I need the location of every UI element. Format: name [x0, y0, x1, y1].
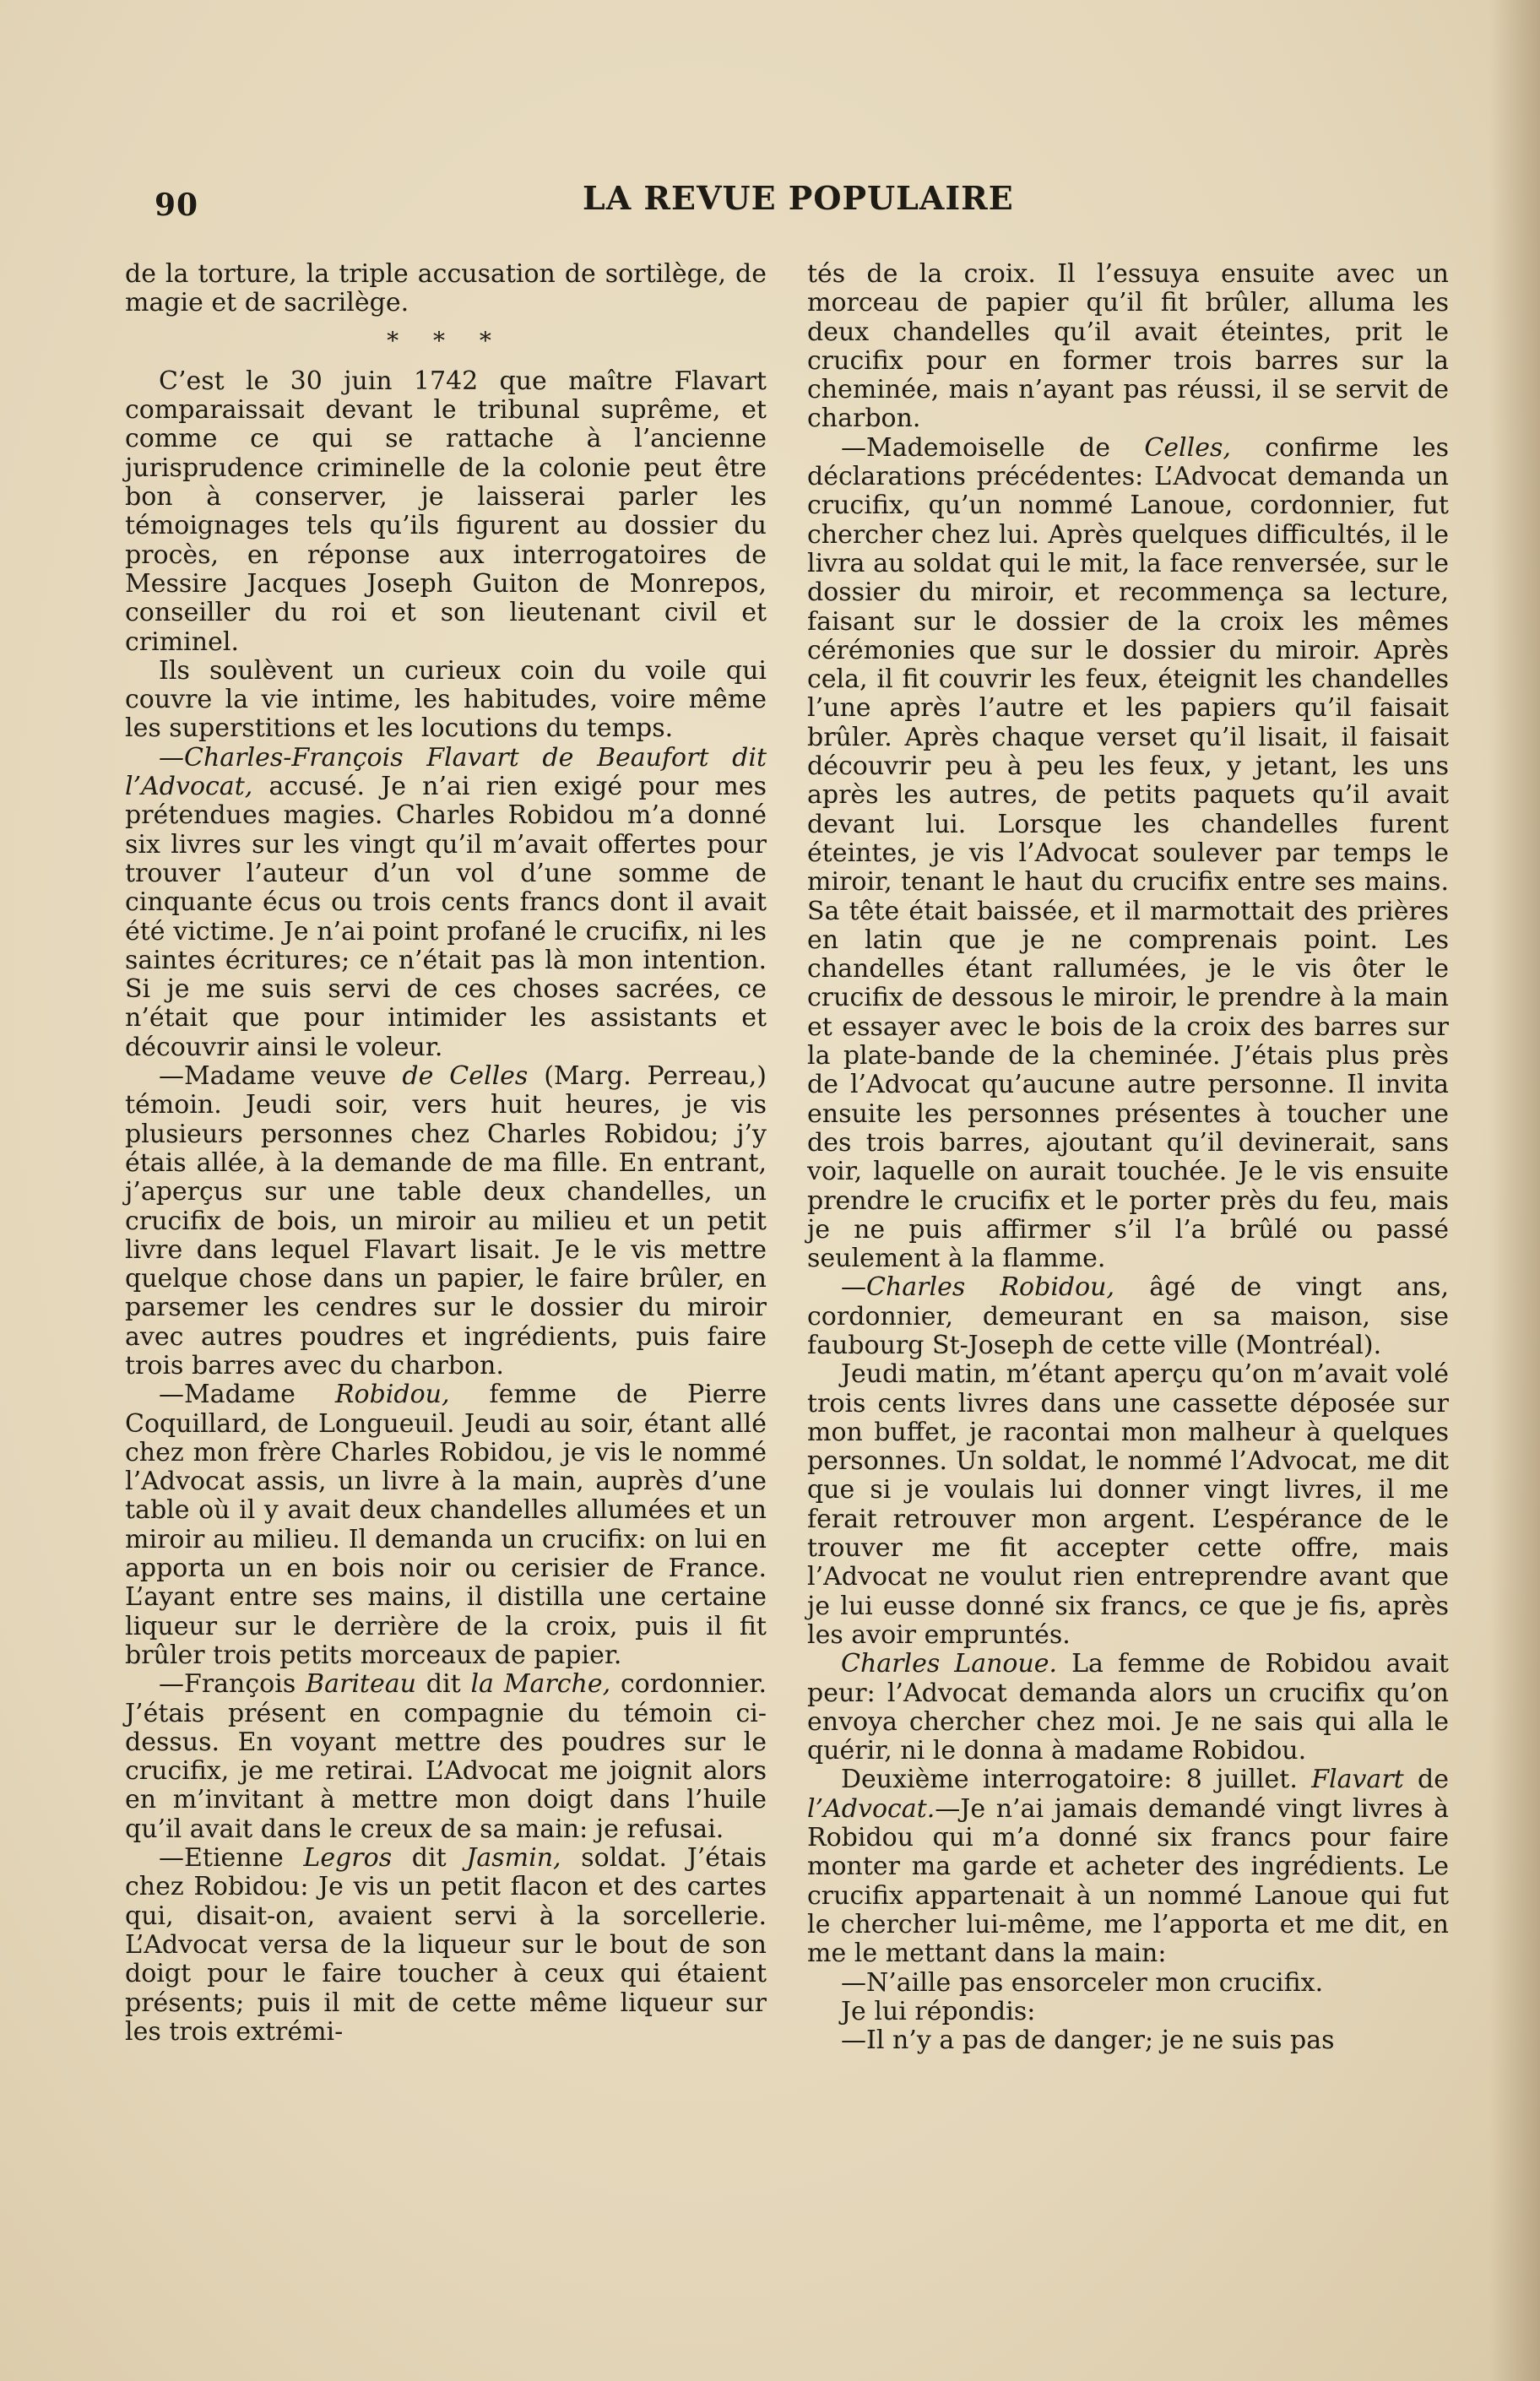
- witness-name: —Charles-François Flavart de Beaufort dit l’Advocat,: [125, 742, 767, 802]
- testimony-paragraph: [125, 1062, 767, 1380]
- witness-name: Robidou,: [334, 1380, 450, 1410]
- paragraph: —N’aille pas ensorceler mon crucifix.: [841, 1967, 1324, 1998]
- testimony-text: de: [1403, 1765, 1449, 1795]
- testimony-text: dit: [415, 1669, 471, 1700]
- testimony-paragraph: [125, 1670, 767, 1844]
- witness-name: Celles,: [1144, 432, 1231, 463]
- paragraph: Jeudi matin, m’étant aperçu qu’on m’avait volé trois cents livres dans une cassette déposée sur mon buffet, je racontai mon malheur à quelques personnes. Un soldat, le nommé l’Advocat, me dit que si je voulais lui donner vingt livres, il me ferait retrouver mon argent. L’espérance de le trouver me fit accepter cette offre, mais l’Advocat ne voulut rien entreprendre avant que je lui eusse donné six francs, ce que je fis, après les avoir empruntés.: [807, 1359, 1449, 1650]
- testimony-text: (Marg. Perreau,) témoin. Jeudi soir, vers huit heures, je vis plusieurs personnes chez Charles Robidou; j’y étais allée, à la demande de ma fille. En entrant, j’aperçus sur une table deux chandelles, un crucifix de bois, un miroir au milieu et un petit livre dans lequel Flavart lisait. Je le vis mettre quelque chose dans un papier, le faire brûler, en parsemer les cendres sur le dossier du miroir avec autres poudres et ingrédients, puis faire trois barres avec du charbon.: [125, 1061, 767, 1380]
- testimony-text: —Je n’ai jamais demandé vingt livres à Robidou qui m’a donné six francs pour faire monter ma garde et acheter des ingrédients. Le crucifix appartenait à un nommé Lanoue qui fut le chercher lui-même, me l’apporta et me dit, en me le mettant dans la main:: [807, 1793, 1449, 1969]
- right-column: [807, 260, 1449, 2055]
- testimony-text: femme de Pierre Coquillard, de Longueuil. Jeudi au soir, étant allé chez mon frère Charles Robidou, je vis le nommé l’Advocat assis, un livre à la main, auprès d’une table où il y avait deux chandelles allumées et un miroir au milieu. Il demanda un crucifix: on lui en apporta un en bois noir ou cerisier de France. L’ayant entre ses mains, il distilla une certaine liqueur sur le derrière de la croix, puis il fit brûler trois petits morceaux de papier.: [125, 1380, 767, 1670]
- witness-name: Flavart: [1311, 1765, 1404, 1795]
- testimony-paragraph: [807, 1273, 1449, 1360]
- paragraph: —Il n’y a pas de danger; je ne suis pas: [841, 2026, 1335, 2056]
- testimony-text: âgé de vingt ans, cordonnier, demeurant en sa maison, sise faubourg St-Joseph de cette ville (Montréal).: [807, 1272, 1449, 1360]
- witness-alias: la Marche,: [470, 1669, 611, 1700]
- witness-alias: l’Advocat.: [807, 1793, 935, 1824]
- testimony-text: —Etienne: [159, 1843, 304, 1874]
- testimony-text: —François: [159, 1669, 306, 1700]
- paragraph: Ils soulèvent un curieux coin du voile qui couvre la vie intime, les habitudes, voire même les superstitions et les locutions du temps.: [125, 655, 767, 744]
- testimony-text: La femme de Robidou avait peur: l’Advocat demanda alors un crucifix qu’on envoya chercher chez moi. Je ne sais qui alla le quérir, ni le donna à madame Robidou.: [807, 1649, 1449, 1766]
- witness-name: Legros: [303, 1843, 393, 1874]
- testimony-text: —Madame veuve: [159, 1061, 403, 1092]
- testimony-paragraph: [125, 1380, 767, 1670]
- testimony-text: —Mademoiselle de: [841, 432, 1145, 463]
- witness-name: Charles Lanoue.: [841, 1649, 1058, 1679]
- testimony-paragraph: [807, 434, 1449, 1274]
- page-edge-shadow: [1489, 0, 1540, 2381]
- paragraph: C’est le 30 juin 1742 que maître Flavart comparaissait devant le tribunal suprême, et comme ce qui se rattache à l’ancienne jurisprudence criminelle de la colonie peut être bon à conserver, je laisserai parler les témoignages tels qu’ils figurent au dossier du procès, en réponse aux interrogatoires de Messire Jacques Joseph Guiton de Monrepos, conseiller du roi et son lieutenant civil et criminel.: [125, 366, 767, 657]
- section-separator: * * *: [387, 326, 505, 355]
- testimony-text: Deuxième interrogatoire: 8 juillet.: [841, 1765, 1312, 1795]
- left-column: [125, 260, 767, 2047]
- paragraph: Je lui répondis:: [841, 1996, 1036, 2026]
- paragraph: de la torture, la triple accusation de sortilège, de magie et de sacrilège.: [125, 259, 767, 318]
- page-number: 90: [155, 187, 199, 223]
- testimony-text: cordonnier. J’étais présent en compagnie du témoin ci-dessus. En voyant mettre des poudres sur le crucifix, je me retirai. L’Advocat me joignit alors en m’invitant à mettre mon doigt dans l’huile qu’il avait dans le creux de sa main: je refusai.: [125, 1669, 767, 1844]
- testimony-paragraph: [807, 1650, 1449, 1765]
- paragraph: tés de la croix. Il l’essuya ensuite avec un morceau de papier qu’il fit brûler, alluma les deux chandelles qu’il avait éteintes, prit le crucifix pour en former trois barres sur la cheminée, mais n’ayant pas réussi, il se servit de charbon.: [807, 259, 1449, 434]
- testimony-paragraph: [125, 744, 767, 1062]
- witness-alias: Jasmin,: [466, 1843, 561, 1874]
- running-title: LA REVUE POPULAIRE: [583, 179, 1014, 217]
- testimony-text: dit: [392, 1843, 467, 1874]
- witness-name: —Charles Robidou,: [841, 1272, 1115, 1303]
- testimony-paragraph: [807, 1765, 1449, 1968]
- testimony-text: soldat. J’étais chez Robidou: Je vis un petit flacon et des cartes qui, disait-on, avaient servi à la sorcellerie. L’Advocat versa de la liqueur sur le bout de son doigt pour le faire toucher à ceux qui étaient présents; puis il mit de cette même liqueur sur les trois extrémi-: [125, 1843, 767, 2047]
- testimony-text: —Madame: [159, 1380, 335, 1410]
- witness-name: de Celles: [402, 1061, 529, 1092]
- testimony-text: accusé. Je n’ai rien exigé pour mes prétendues magies. Charles Robidou m’a donné six livres sur les vingt qu’il m’avait offertes pour trouver l’auteur d’un vol d’une somme de cinquante écus ou trois cents francs dont il avait été victime. Je n’ai point profané le crucifix, ni les saintes écritures; ce n’était pas là mon intention. Si je me suis servi de ces choses sacrées, ce n’était que pour intimider les assistants et découvrir ainsi le voleur.: [125, 772, 767, 1062]
- testimony-text: confirme les déclarations précédentes: L’Advocat demanda un crucifix, qu’un nommé Lanoue, cordonnier, fut chercher chez lui. Après quelques difficultés, il le livra au soldat qui le mit, la face renversée, sur le dossier du miroir, et recommença sa lecture, faisant sur le dossier de la croix les mêmes cérémonies que sur le dossier du miroir. Après cela, il fit couvrir les feux, éteignit les chandelles l’une après l’autre et les papiers qu’il faisait brûler. Après chaque verset qu’il lisait, il faisait découvrir peu à peu les feux, y jetant, les uns après les autres, de petits paquets qu’il avait devant lui. Lorsque les chandelles furent éteintes, je vis l’Advocat soulever par temps le miroir, tenant le haut du crucifix entre ses mains. Sa tête était baissée, et il marmottait des prières en latin que je ne comprenais point. Les chandelles étant rallumées, je le vis ôter le crucifix de dessous le miroir, le prendre à la main et essayer avec le bois de la croix des barres sur la plate-bande de la cheminée. J’étais plus près de l’Advocat qu’aucune autre personne. Il invita ensuite les personnes présentes à toucher une des trois barres, ajoutant qu’il devinerait, sans voir, laquelle on aurait touchée. Je le vis ensuite prendre le crucifix et le porter près du feu, mais je ne puis affirmer s’il l’a brûlé ou passé seulement à la flamme.: [807, 432, 1449, 1274]
- testimony-paragraph: [125, 1844, 767, 2047]
- witness-name: Bariteau: [306, 1669, 416, 1700]
